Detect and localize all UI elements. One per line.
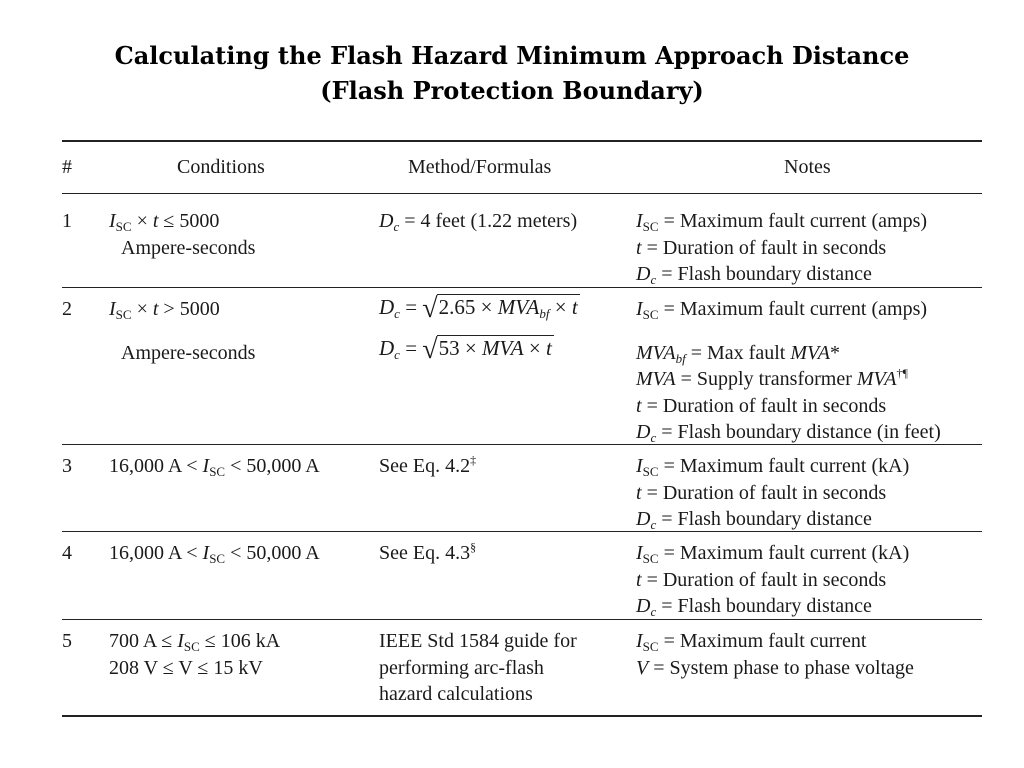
- note-line: t = Duration of fault in seconds: [636, 236, 887, 259]
- table-row: [62, 620, 982, 715]
- note-line: $I_{SC}$ = Maximum fault current: [636, 630, 867, 654]
- condition-line: Ampere-seconds: [121, 236, 256, 259]
- row-conditions: [109, 540, 320, 567]
- condition-line: $I_{SC} \times t > 5000$: [109, 298, 220, 322]
- table-row: [62, 288, 982, 444]
- row-notes: [636, 208, 927, 288]
- condition-line: Ampere-seconds: [121, 341, 256, 364]
- row-method: [379, 294, 580, 363]
- note-line: MVA = Supply transformer MVA†¶: [636, 366, 908, 390]
- note-line: $D_c$ = Flash boundary distance: [636, 508, 872, 532]
- table-row: [62, 445, 982, 531]
- note-line: $D_c$ = Flash boundary distance: [636, 595, 872, 619]
- row-notes: [636, 628, 914, 681]
- condition-line: 16,000 $A < I_{SC} < 50,000$ A: [109, 542, 320, 566]
- row-notes: [636, 453, 909, 533]
- row-num: 1: [62, 210, 72, 232]
- flash-boundary-table: [62, 140, 982, 717]
- row-conditions: [109, 628, 280, 681]
- method-line: hazard calculations: [379, 683, 533, 705]
- note-line: t = Duration of fault in seconds: [636, 394, 887, 417]
- row-conditions: [109, 453, 320, 480]
- note-line: $D_c$ = Flash boundary distance: [636, 263, 872, 287]
- formula-line: $D_c = √2.65 \times MVA_{bf} \times t$: [379, 293, 578, 324]
- condition-line: 700 $A \le I_{SC} \le 106$ kA: [109, 630, 281, 654]
- row-method: [379, 628, 577, 708]
- header-conditions: Conditions: [177, 156, 265, 178]
- row-num: 3: [62, 455, 72, 477]
- table-header-row: [62, 142, 982, 193]
- row-method: [379, 453, 476, 480]
- note-line: t = Duration of fault in seconds: [636, 481, 887, 504]
- note-line: t = Duration of fault in seconds: [636, 568, 887, 591]
- method-line: See Eq. 4.2‡: [379, 453, 477, 477]
- method-line: $D_c = 4$ feet (1.22 meters): [379, 210, 578, 234]
- row-num: 5: [62, 630, 72, 652]
- row-notes: [636, 540, 909, 620]
- header-num: #: [62, 156, 72, 178]
- row-method: [379, 540, 476, 567]
- header-notes: Notes: [784, 156, 831, 178]
- note-line: $I_{SC}$ = Maximum fault current (kA): [636, 455, 910, 479]
- formula-line: $D_c = √53$ × MVA × t: [379, 333, 552, 365]
- method-line: IEEE Std 1584 guide for: [379, 630, 577, 652]
- page-title: [0, 38, 1024, 108]
- note-line: $I_{SC}$ = Maximum fault current (kA): [636, 542, 910, 566]
- method-line: See Eq. 4.3§: [379, 540, 477, 564]
- row-num: 4: [62, 542, 72, 564]
- table-row: [62, 194, 982, 287]
- title-line-2: (Flash Protection Boundary): [320, 76, 704, 105]
- condition-line: $I_{SC} \times t \le 5000$: [109, 210, 220, 234]
- note-line: V = System phase to phase voltage: [636, 656, 914, 679]
- condition-line: 16,000 $A < I_{SC} < 50,000$ A: [109, 455, 320, 479]
- row-num: 2: [62, 298, 72, 320]
- table-row: [62, 532, 982, 619]
- header-method: Method/Formulas: [408, 156, 552, 178]
- note-line: $I_{SC}$ = Maximum fault current (amps): [636, 298, 928, 322]
- note-line: $D_c$ = Flash boundary distance (in feet): [636, 421, 941, 445]
- note-line: $I_{SC}$ = Maximum fault current (amps): [636, 210, 928, 234]
- note-line: $MVA_{bf}$ = Max fault MVA*: [636, 341, 840, 366]
- row-conditions: [109, 296, 255, 366]
- table-bottom-rule: [62, 715, 982, 717]
- method-line: performing arc-flash: [379, 656, 544, 679]
- title-line-1: Calculating the Flash Hazard Minimum Approach Distance: [114, 41, 910, 70]
- condition-line: 208 V ≤ V ≤ 15 kV: [109, 656, 263, 679]
- row-notes: [636, 296, 941, 446]
- row-method: [379, 208, 577, 235]
- row-conditions: [109, 208, 255, 261]
